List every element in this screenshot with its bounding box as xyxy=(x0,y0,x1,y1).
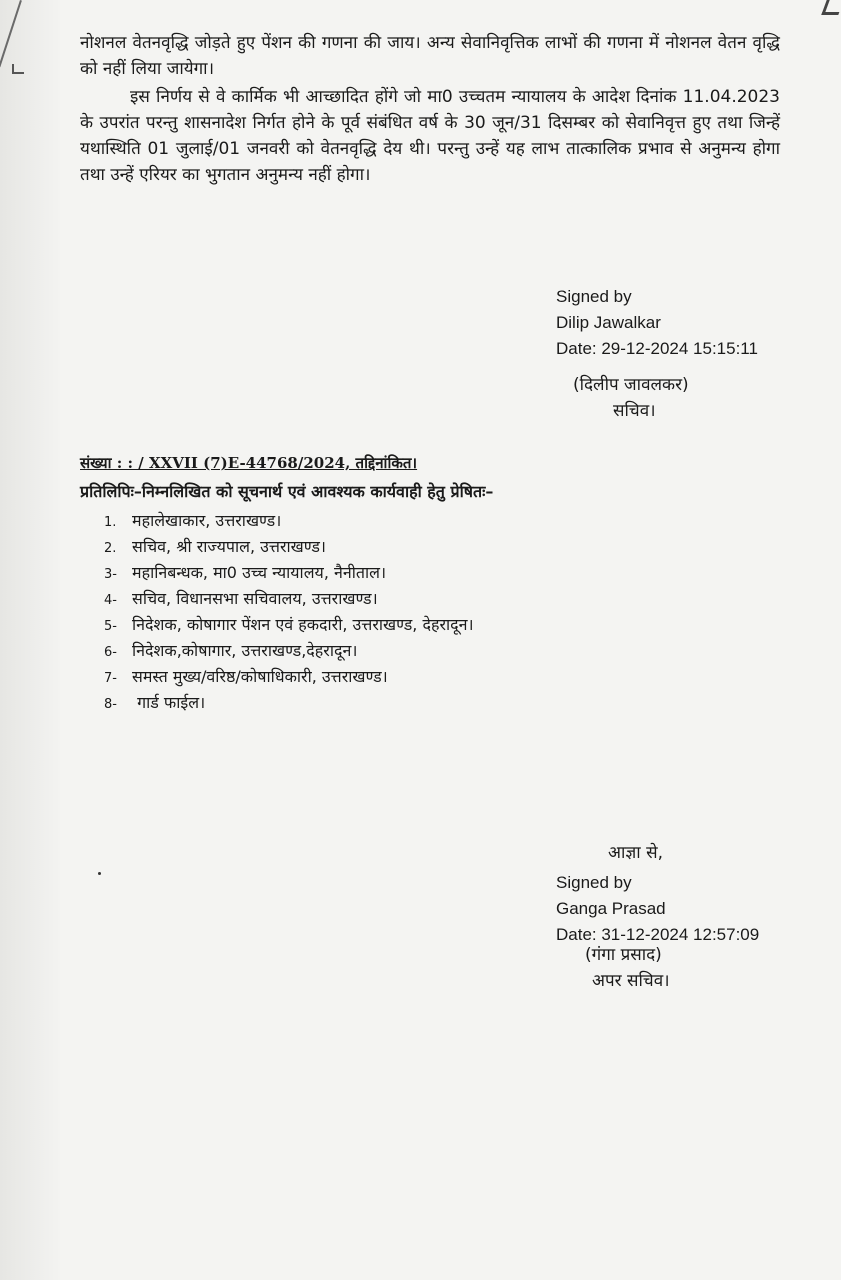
list-item: 8- गार्ड फाईल। xyxy=(104,693,206,712)
page-edge-shadow xyxy=(0,0,60,1280)
reference-number: संख्या : : / XXVII (7)E-44768/2024, तद्दिनांकित। xyxy=(80,454,418,472)
list-item: 7- समस्त मुख्य/वरिष्ठ/कोषाधिकारी, उत्तराखण्ड। xyxy=(104,667,388,686)
signer-name: Dilip Jawalkar xyxy=(556,313,661,332)
stray-dot xyxy=(98,872,101,875)
signer-hindi-name: (दिलीप जावलकर) xyxy=(573,375,689,395)
list-item: 4- सचिव, विधानसभा सचिवालय, उत्तराखण्ड। xyxy=(104,589,378,608)
body-paragraph-1: नोशनल वेतनवृद्धि जोड़ते हुए पेंशन की गणना की जाय। अन्य सेवानिवृत्तिक लाभों की गणना में नोशनल वेतन वृद्धि को नहीं लिया जायेगा। xyxy=(80,33,780,79)
signed-by-label: Signed by xyxy=(556,287,632,306)
recipient-list xyxy=(104,508,474,716)
list-item: 1. महालेखाकार, उत्तराखण्ड। xyxy=(104,511,282,530)
signer-hindi-name: (गंगा प्रसाद) xyxy=(585,945,662,965)
list-item: 3- महानिबन्धक, मा0 उच्च न्यायालय, नैनीताल। xyxy=(104,563,387,582)
list-item: 6- निदेशक,कोषागार, उत्तराखण्ड,देहरादून। xyxy=(104,641,358,660)
signature-date: Date: 29-12-2024 15:15:11 xyxy=(556,339,758,358)
signer-designation: सचिव। xyxy=(613,401,656,421)
signer-designation: अपर सचिव। xyxy=(592,971,670,991)
copy-to-heading: प्रतिलिपिः–निम्नलिखित को सूचनार्थ एवं आवश्यक कार्यवाही हेतु प्रेषितः– xyxy=(80,482,494,501)
signed-by-label: Signed by xyxy=(556,873,632,892)
list-item: 5- निदेशक, कोषागार पेंशन एवं हकदारी, उत्तराखण्ड, देहरादून। xyxy=(104,615,474,634)
digital-signature-2 xyxy=(556,870,759,948)
by-order-text: आज्ञा से, xyxy=(608,843,663,863)
signature-date: Date: 31-12-2024 12:57:09 xyxy=(556,925,760,944)
digital-signature-1 xyxy=(556,284,758,362)
list-item: 2. सचिव, श्री राज्यपाल, उत्तराखण्ड। xyxy=(104,537,326,556)
fold-mark xyxy=(12,64,24,74)
signer-name: Ganga Prasad xyxy=(556,899,666,918)
corner-mark xyxy=(821,0,841,15)
body-paragraph-2: इस निर्णय से वे कार्मिक भी आच्छादित होंगे जो मा0 उच्चतम न्यायालय के आदेश दिनांक 11.04.2023 के उपरांत परन्तु शासनादेश निर्गत होने के पूर्व संबंधित वर्ष के 30 जून/31 दिसम्बर को सेवानिवृत्त हुए तथा जिन्हें यथास्थिति 01 जुलाई/01 जनवरी को वेतनवृद्धि देय थी। परन्तु उन्हें यह लाभ तात्कालिक प्रभाव से अनुमन्य होगा तथा उन्हें एरियर का भुगतान अनुमन्य नहीं होगा। xyxy=(80,87,780,185)
